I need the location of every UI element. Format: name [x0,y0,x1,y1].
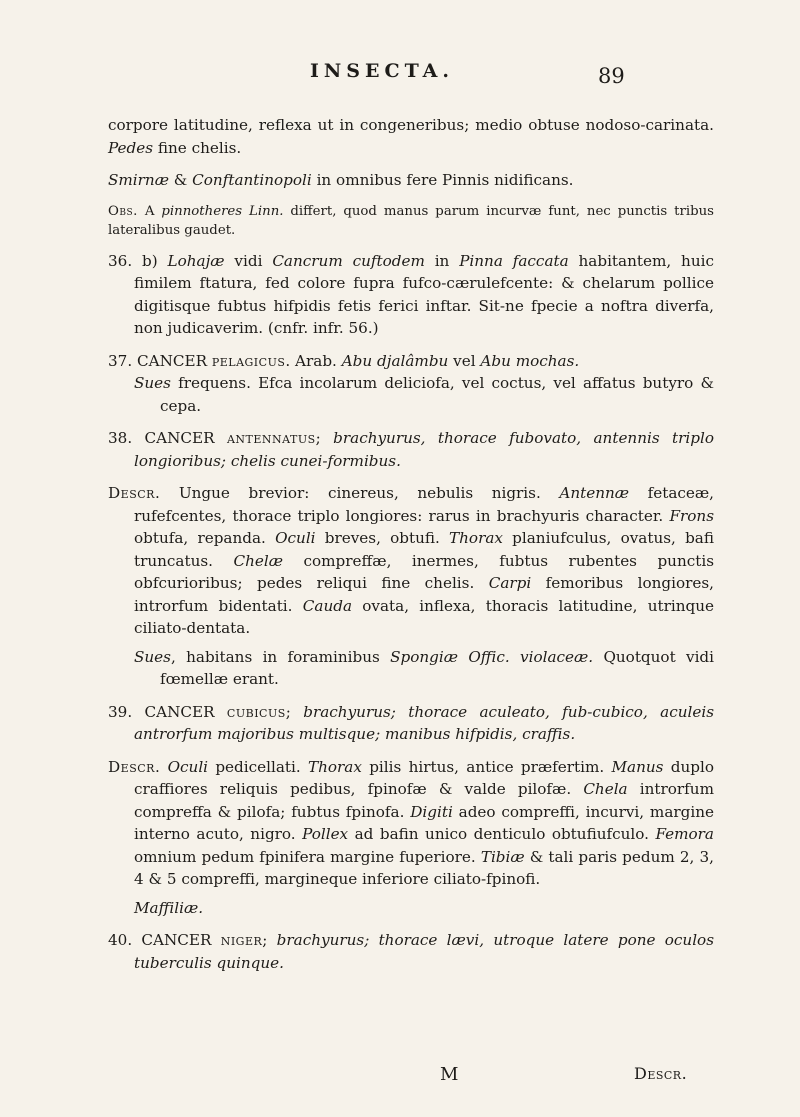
running-head: INSECTA. [310,60,455,82]
paragraph-continuation: corpore latitudine, reflexa ut in congeneribus; medio obtuse nodoso-carinata. Pedes fine chelis. [108,116,714,157]
entry-37-body: Sues frequens. Efca incolarum deliciofa, vel coctus, vel affatus butyro & cepa. [134,374,714,415]
catchword: Descr. [634,1064,688,1083]
paragraph-locality: Smirnæ & Conftantinopoli in omnibus fere Pinnis nidificans. [108,171,574,189]
text-body [108,114,714,974]
signature-mark: M [440,1064,459,1085]
entry-37-heading: 37. CANCER pelagicus. Arab. Abu djalâmbu vel Abu mochas. [108,351,580,370]
entry-38-heading: 38. CANCER antennatus; brachyurus, thorace fubovato, antennis triplo longioribus; chelis cunei-formibus. [108,429,714,470]
entry-39-locality: Maffiliæ. [134,898,204,917]
entry-38-habitat: Sues, habitans in foraminibus Spongiæ Offic. violaceæ. Quotquot vidi fœmellæ erant. [134,647,715,688]
entry-38-description: Descr. Ungue brevior: cinereus, nebulis nigris. Antennæ fetaceæ, rufefcentes, thorace triplo longiores: rarus in brachyuris character. Frons obtufa, repanda. Oculi breves, obtufi. Thorax planiufculus, ovatus, bafi truncatus. Chelæ compreffæ, inermes, fubtus rubentes punctis obfcurioribus; pedes reliqui fine chelis. Carpi femoribus longiores, introrfum bidentati. Cauda ovata, inflexa, thoracis latitudine, utrinque ciliato-dentata. [108,484,715,637]
page-footer [0,1064,800,1090]
entry-39-description: Descr. Oculi pedicellati. Thorax pilis hirtus, antice præfertim. Manus duplo craffiores reliquis pedibus, fpinofæ & valde pilofæ. Chela introrfum compreffa & pilofa; fubtus fpinofa. Digiti adeo compreffi, incurvi, margine interno acuto, nigro. Pollex ad bafin unico denticulo obtufiufculo. Femora omnium pedum fpinifera margine fuperiore. Tibiæ & tali paris pedum 2, 3, 4 & 5 compreffi, margineque inferiore ciliato-fpinofi. [108,757,714,888]
entry-39-heading: 39. CANCER cubicus; brachyurus; thorace aculeato, fub-cubico, aculeis antrorfum majoribus multisque; manibus hifpidis, craffis. [108,702,714,743]
entry-40-heading: 40. CANCER niger; brachyurus; thorace lævi, utroque latere pone oculos tuberculis quinque. [108,931,714,972]
page-number: 89 [598,64,625,88]
page-header [0,60,800,90]
entry-36: 36. b) Lohajæ vidi Cancrum cuftodem in Pinna faccata habitantem, huic fimilem ftatura, fed colore fupra fufco-cærulefcente: & chelarum pollice digitisque fubtus hifpidis fetis ferici inftar. Sit-ne fpecie a noftra diverfa, non judicaverim. (cnfr. infr. 56.) [108,251,714,337]
paragraph-observation: Obs. A pinnotheres Linn. differt, quod manus parum incurvæ funt, nec punctis tribus lateralibus gaudet. [108,203,714,238]
